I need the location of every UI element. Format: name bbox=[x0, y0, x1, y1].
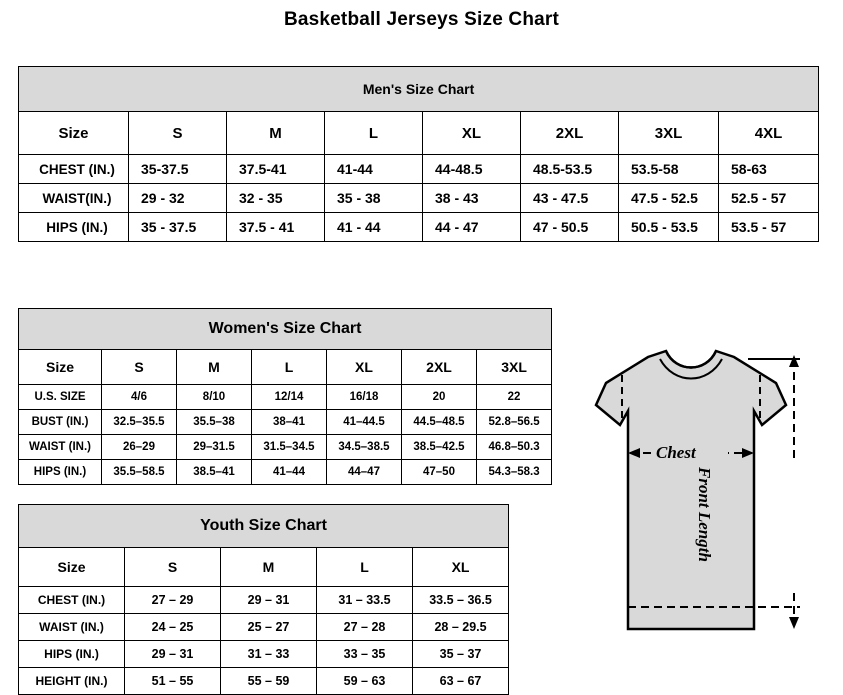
women-bust-s: 32.5–35.5 bbox=[102, 410, 177, 435]
table-row bbox=[19, 641, 509, 668]
table-row bbox=[19, 385, 552, 410]
womens-size-chart-table bbox=[18, 308, 552, 485]
men-chest-2xl: 48.5-53.5 bbox=[521, 155, 619, 184]
youth-header-xl: XL bbox=[413, 548, 509, 587]
youth-hips-m: 31 – 33 bbox=[221, 641, 317, 668]
front-length-annotation-label: Front Length bbox=[695, 467, 714, 562]
women-ussize-2xl: 20 bbox=[402, 385, 477, 410]
men-header-m: M bbox=[227, 112, 325, 155]
youth-height-xl: 63 – 67 bbox=[413, 668, 509, 695]
men-row-label-waist: WAIST(IN.) bbox=[19, 184, 129, 213]
men-row-label-chest: CHEST (IN.) bbox=[19, 155, 129, 184]
table-header-row bbox=[19, 548, 509, 587]
table-header-row bbox=[19, 350, 552, 385]
youth-row-label-chest: CHEST (IN.) bbox=[19, 587, 125, 614]
women-bust-3xl: 52.8–56.5 bbox=[477, 410, 552, 435]
women-ussize-s: 4/6 bbox=[102, 385, 177, 410]
women-row-label-hips: HIPS (IN.) bbox=[19, 460, 102, 485]
men-waist-xl: 38 - 43 bbox=[423, 184, 521, 213]
front-length-arrow-top bbox=[789, 355, 799, 367]
men-row-label-hips: HIPS (IN.) bbox=[19, 213, 129, 242]
women-header-xl: XL bbox=[327, 350, 402, 385]
women-ussize-xl: 16/18 bbox=[327, 385, 402, 410]
table-row bbox=[19, 435, 552, 460]
men-chest-l: 41-44 bbox=[325, 155, 423, 184]
women-header-m: M bbox=[177, 350, 252, 385]
men-header-2xl: 2XL bbox=[521, 112, 619, 155]
womens-chart-caption: Women's Size Chart bbox=[19, 309, 552, 350]
youth-height-l: 59 – 63 bbox=[317, 668, 413, 695]
men-hips-2xl: 47 - 50.5 bbox=[521, 213, 619, 242]
men-hips-s: 35 - 37.5 bbox=[129, 213, 227, 242]
men-waist-s: 29 - 32 bbox=[129, 184, 227, 213]
men-header-s: S bbox=[129, 112, 227, 155]
youth-hips-xl: 35 – 37 bbox=[413, 641, 509, 668]
table-header-row bbox=[19, 112, 819, 155]
men-header-4xl: 4XL bbox=[719, 112, 819, 155]
men-chest-s: 35-37.5 bbox=[129, 155, 227, 184]
youth-header-m: M bbox=[221, 548, 317, 587]
women-waist-2xl: 38.5–42.5 bbox=[402, 435, 477, 460]
men-chest-m: 37.5-41 bbox=[227, 155, 325, 184]
women-row-label-waist: WAIST (IN.) bbox=[19, 435, 102, 460]
women-hips-3xl: 54.3–58.3 bbox=[477, 460, 552, 485]
men-waist-m: 32 - 35 bbox=[227, 184, 325, 213]
men-chest-xl: 44-48.5 bbox=[423, 155, 521, 184]
women-waist-l: 31.5–34.5 bbox=[252, 435, 327, 460]
men-waist-l: 35 - 38 bbox=[325, 184, 423, 213]
youth-row-label-hips: HIPS (IN.) bbox=[19, 641, 125, 668]
mens-chart-caption: Men's Size Chart bbox=[19, 67, 819, 112]
women-hips-m: 38.5–41 bbox=[177, 460, 252, 485]
men-header-l: L bbox=[325, 112, 423, 155]
table-caption-row bbox=[19, 505, 509, 548]
youth-chart-caption: Youth Size Chart bbox=[19, 505, 509, 548]
men-hips-xl: 44 - 47 bbox=[423, 213, 521, 242]
table-row bbox=[19, 155, 819, 184]
women-ussize-m: 8/10 bbox=[177, 385, 252, 410]
table-caption-row bbox=[19, 309, 552, 350]
women-waist-s: 26–29 bbox=[102, 435, 177, 460]
youth-header-s: S bbox=[125, 548, 221, 587]
youth-chest-l: 31 – 33.5 bbox=[317, 587, 413, 614]
men-header-size: Size bbox=[19, 112, 129, 155]
women-waist-m: 29–31.5 bbox=[177, 435, 252, 460]
youth-row-label-height: HEIGHT (IN.) bbox=[19, 668, 125, 695]
youth-waist-s: 24 – 25 bbox=[125, 614, 221, 641]
men-hips-m: 37.5 - 41 bbox=[227, 213, 325, 242]
table-row bbox=[19, 614, 509, 641]
men-waist-3xl: 47.5 - 52.5 bbox=[619, 184, 719, 213]
youth-chest-m: 29 – 31 bbox=[221, 587, 317, 614]
mens-size-chart-table bbox=[18, 66, 819, 242]
women-header-3xl: 3XL bbox=[477, 350, 552, 385]
women-bust-l: 38–41 bbox=[252, 410, 327, 435]
women-ussize-l: 12/14 bbox=[252, 385, 327, 410]
women-hips-l: 41–44 bbox=[252, 460, 327, 485]
jersey-svg bbox=[548, 339, 833, 669]
table-row bbox=[19, 213, 819, 242]
table-row bbox=[19, 668, 509, 695]
men-chest-3xl: 53.5-58 bbox=[619, 155, 719, 184]
women-hips-xl: 44–47 bbox=[327, 460, 402, 485]
women-hips-2xl: 47–50 bbox=[402, 460, 477, 485]
youth-header-size: Size bbox=[19, 548, 125, 587]
table-row bbox=[19, 410, 552, 435]
men-waist-2xl: 43 - 47.5 bbox=[521, 184, 619, 213]
women-bust-m: 35.5–38 bbox=[177, 410, 252, 435]
youth-waist-l: 27 – 28 bbox=[317, 614, 413, 641]
women-bust-xl: 41–44.5 bbox=[327, 410, 402, 435]
men-hips-4xl: 53.5 - 57 bbox=[719, 213, 819, 242]
youth-hips-l: 33 – 35 bbox=[317, 641, 413, 668]
youth-hips-s: 29 – 31 bbox=[125, 641, 221, 668]
women-header-2xl: 2XL bbox=[402, 350, 477, 385]
table-row bbox=[19, 460, 552, 485]
women-hips-s: 35.5–58.5 bbox=[102, 460, 177, 485]
table-row bbox=[19, 587, 509, 614]
table-caption-row bbox=[19, 67, 819, 112]
women-header-s: S bbox=[102, 350, 177, 385]
youth-waist-m: 25 – 27 bbox=[221, 614, 317, 641]
women-waist-xl: 34.5–38.5 bbox=[327, 435, 402, 460]
women-header-l: L bbox=[252, 350, 327, 385]
women-waist-3xl: 46.8–50.3 bbox=[477, 435, 552, 460]
youth-header-l: L bbox=[317, 548, 413, 587]
women-row-label-us-size: U.S. SIZE bbox=[19, 385, 102, 410]
youth-row-label-waist: WAIST (IN.) bbox=[19, 614, 125, 641]
front-length-arrow-bottom bbox=[789, 617, 799, 629]
women-row-label-bust: BUST (IN.) bbox=[19, 410, 102, 435]
men-hips-l: 41 - 44 bbox=[325, 213, 423, 242]
shirt-outline bbox=[596, 351, 786, 629]
youth-size-chart-table bbox=[18, 504, 509, 695]
men-waist-4xl: 52.5 - 57 bbox=[719, 184, 819, 213]
youth-height-s: 51 – 55 bbox=[125, 668, 221, 695]
youth-height-m: 55 – 59 bbox=[221, 668, 317, 695]
women-ussize-3xl: 22 bbox=[477, 385, 552, 410]
jersey-measurement-diagram bbox=[548, 339, 833, 669]
men-header-xl: XL bbox=[423, 112, 521, 155]
page-title: Basketball Jerseys Size Chart bbox=[283, 9, 560, 30]
youth-chest-s: 27 – 29 bbox=[125, 587, 221, 614]
youth-waist-xl: 28 – 29.5 bbox=[413, 614, 509, 641]
men-hips-3xl: 50.5 - 53.5 bbox=[619, 213, 719, 242]
men-header-3xl: 3XL bbox=[619, 112, 719, 155]
women-header-size: Size bbox=[19, 350, 102, 385]
front-length-label-backing bbox=[784, 459, 806, 589]
youth-chest-xl: 33.5 – 36.5 bbox=[413, 587, 509, 614]
chest-annotation-label: Chest bbox=[656, 443, 696, 462]
women-bust-2xl: 44.5–48.5 bbox=[402, 410, 477, 435]
table-row bbox=[19, 184, 819, 213]
men-chest-4xl: 58-63 bbox=[719, 155, 819, 184]
